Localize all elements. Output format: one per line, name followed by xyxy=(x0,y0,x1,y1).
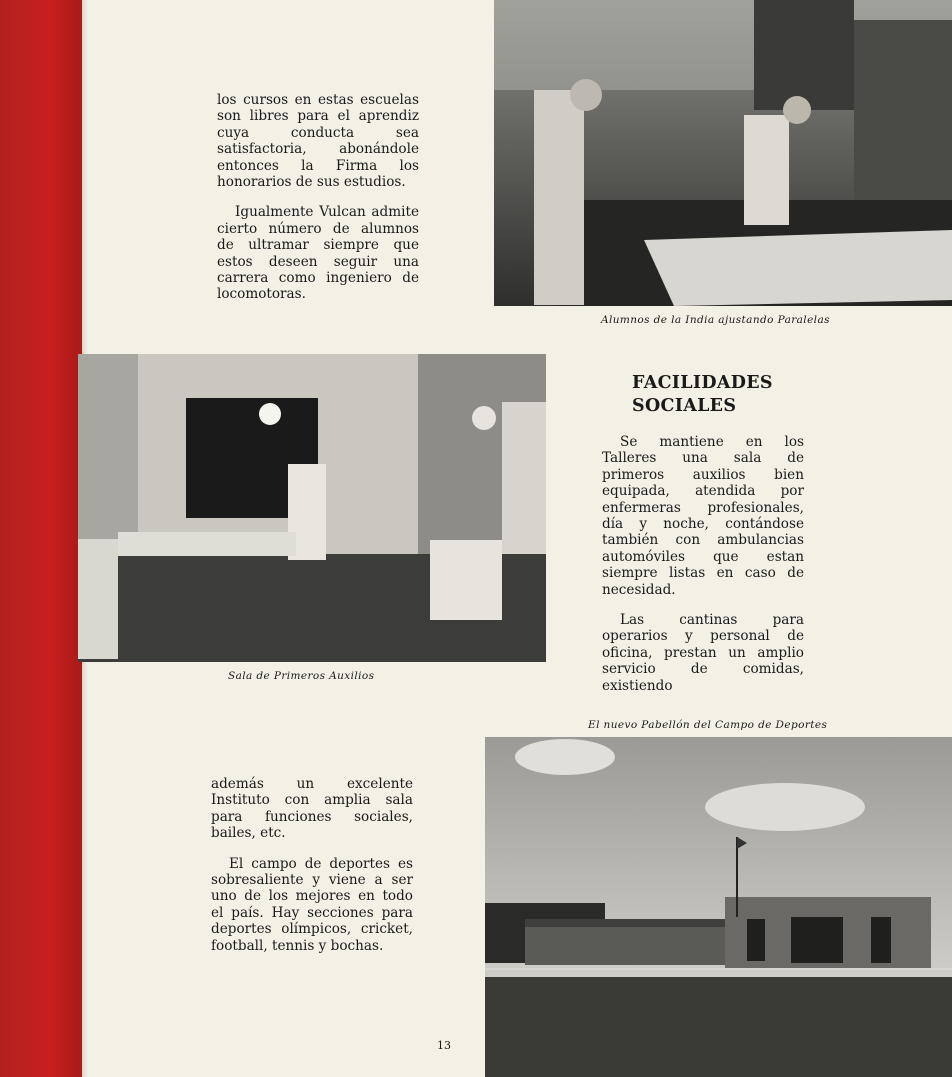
caption-first-aid-room: Sala de Primeros Auxilios xyxy=(228,670,375,682)
paragraph: Igualmente Vulcan admite cierto número de alumnos de ultramar siempre que estos deseen seguir una carrera como ingeniero de locomotoras. xyxy=(217,204,419,303)
photo-workshop xyxy=(494,0,952,306)
paragraph: los cursos en estas escuelas son libres para el aprendiz cuya conducta sea satisfactoria, abonándole entonces la Firma los honorarios de sus estudios. xyxy=(217,92,419,191)
photo-sports-pavilion xyxy=(485,737,952,1077)
heading-line: SOCIALES xyxy=(632,396,737,416)
caption-pavilion: El nuevo Pabellón del Campo de Deportes xyxy=(588,719,828,731)
text-block-right xyxy=(602,434,804,708)
caption-workshop: Alumnos de la India ajustando Paralelas xyxy=(601,314,830,326)
red-binding-strip xyxy=(0,0,82,1077)
heading-line: FACILIDADES xyxy=(632,373,773,393)
text-block-bottom-left xyxy=(211,776,413,968)
page-number: 13 xyxy=(437,1039,451,1052)
paragraph: Las cantinas para operarios y personal de oficina, prestan un amplio servicio de comidas, existiendo xyxy=(602,612,804,694)
paragraph: además un excelente Instituto con amplia sala para funciones sociales, bailes, etc. xyxy=(211,776,413,842)
text-block-top-left xyxy=(217,92,419,317)
photo-first-aid-room xyxy=(78,354,546,662)
paragraph: Se mantiene en los Talleres una sala de primeros auxilios bien equipada, atendida por enfermeras profesionales, día y noche, contándose también con ambulancias automóviles que estan siempre listas en caso de necesidad. xyxy=(602,434,804,598)
paragraph: El campo de deportes es sobresaliente y viene a ser uno de los mejores en todo el país. Hay secciones para deportes olímpicos, cricket, football, tennis y bochas. xyxy=(211,855,413,954)
section-heading xyxy=(632,372,773,418)
